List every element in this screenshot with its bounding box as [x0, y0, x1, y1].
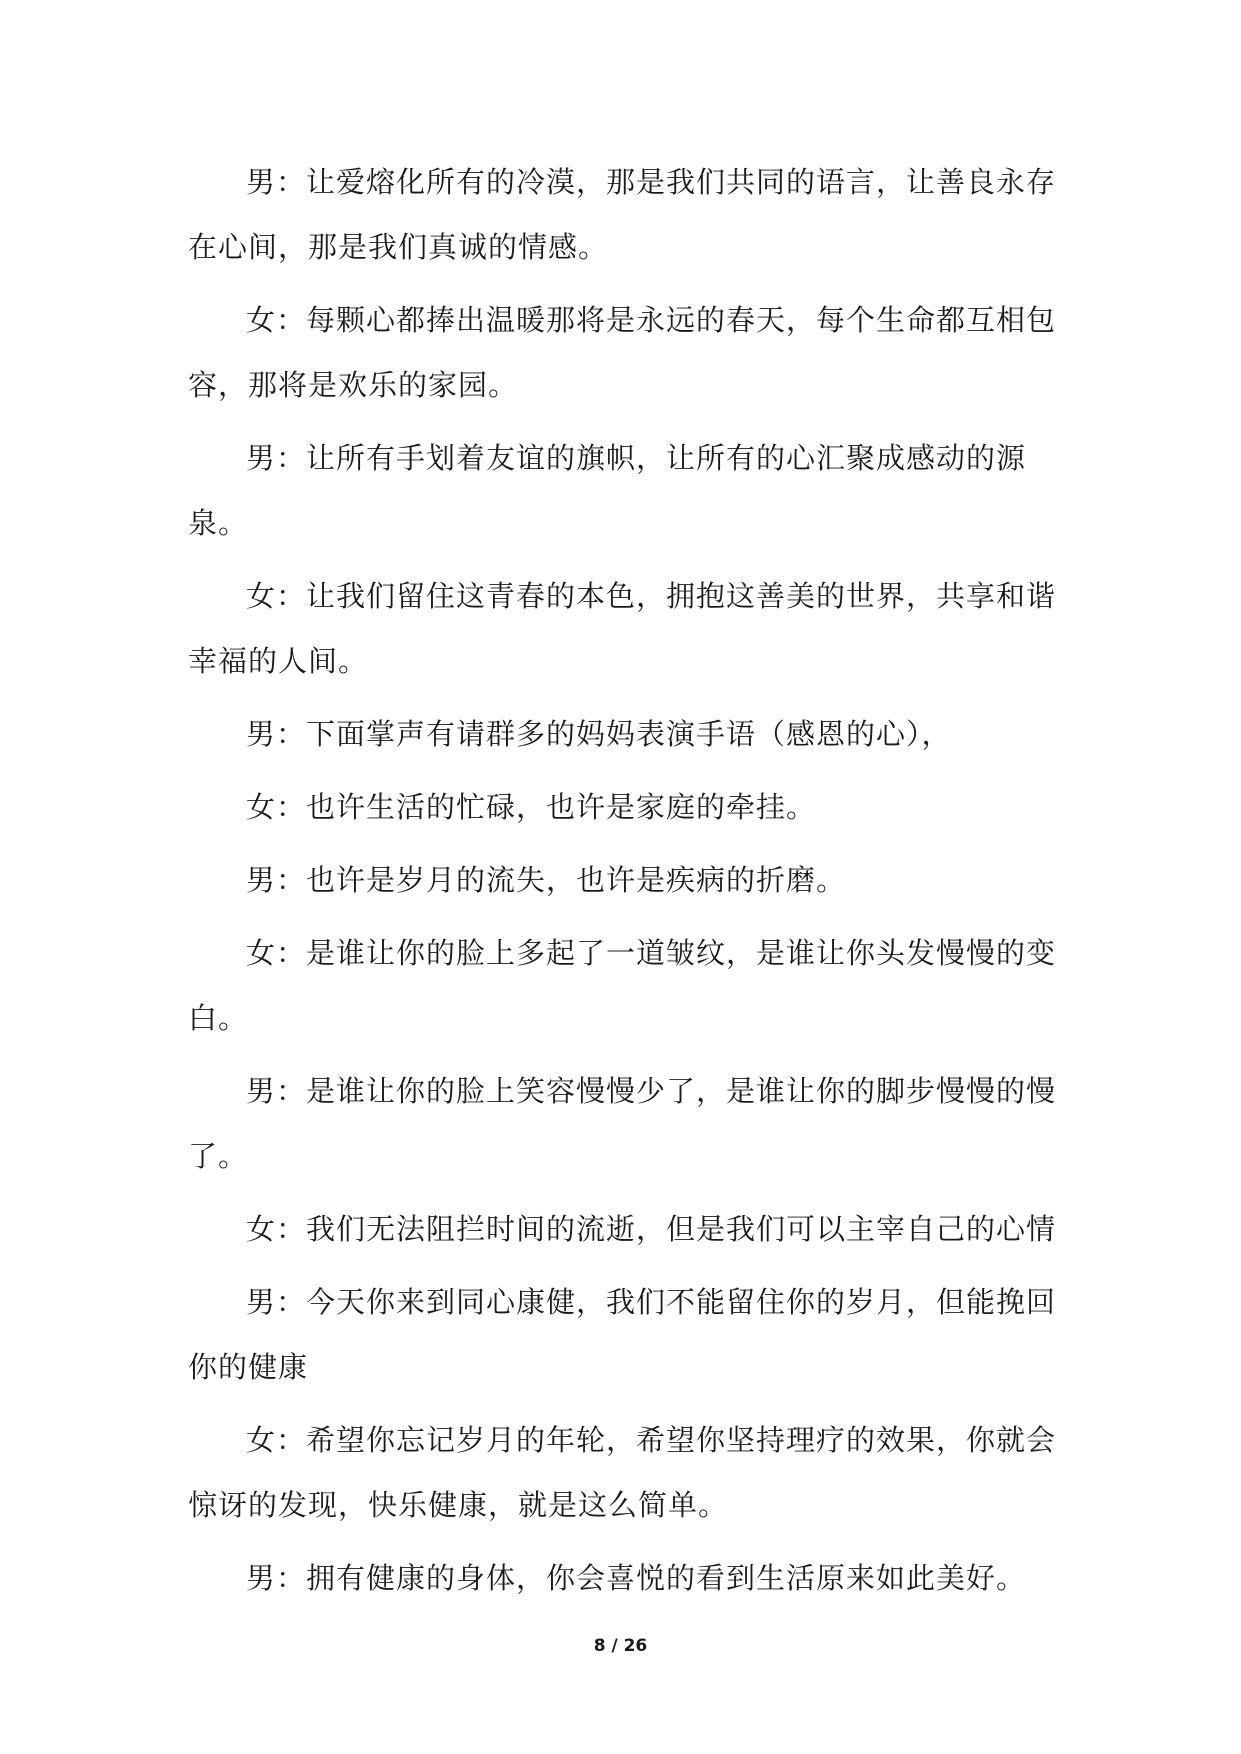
- paragraph: 男：拥有健康的身体，你会喜悦的看到生活原来如此美好。: [246, 1561, 1027, 1595]
- paragraph: 女：我们无法阻拦时间的流逝，但是我们可以主宰自己的心情: [246, 1212, 1057, 1246]
- page-number: 8 / 26: [593, 1636, 648, 1656]
- paragraph: 女：是谁让你的脸上多起了一道皱纹，是谁让你头发慢慢的变白。: [188, 936, 1057, 1035]
- paragraph: 女：也许生活的忙碌，也许是家庭的牵挂。: [246, 790, 817, 824]
- paragraph: 女：让我们留住这青春的本色，拥抱这善美的世界，共享和谐幸福的人间。: [188, 579, 1057, 678]
- paragraph: 男：今天你来到同心康健，我们不能留住你的岁月，但能挽回你的健康: [188, 1285, 1057, 1384]
- paragraph: 男：让所有手划着友谊的旗帜，让所有的心汇聚成感动的源泉。: [188, 441, 1027, 540]
- paragraph: 女：每颗心都捧出温暖那将是永远的春天，每个生命都互相包容，那将是欢乐的家园。: [188, 303, 1057, 402]
- paragraph: 男：让爱熔化所有的冷漠，那是我们共同的语言，让善良永存在心间，那是我们真诚的情感。: [188, 165, 1057, 264]
- paragraph: 男：下面掌声有请群多的妈妈表演手语（感恩的心），: [246, 717, 952, 751]
- paragraph: 男：是谁让你的脸上笑容慢慢少了，是谁让你的脚步慢慢的慢了。: [188, 1074, 1057, 1173]
- document-body: [188, 150, 1068, 1619]
- paragraph: 男：也许是岁月的流失，也许是疾病的折磨。: [246, 863, 847, 897]
- paragraph: 女：希望你忘记岁月的年轮，希望你坚持理疗的效果，你就会惊讶的发现，快乐健康，就是这么简单。: [188, 1423, 1057, 1522]
